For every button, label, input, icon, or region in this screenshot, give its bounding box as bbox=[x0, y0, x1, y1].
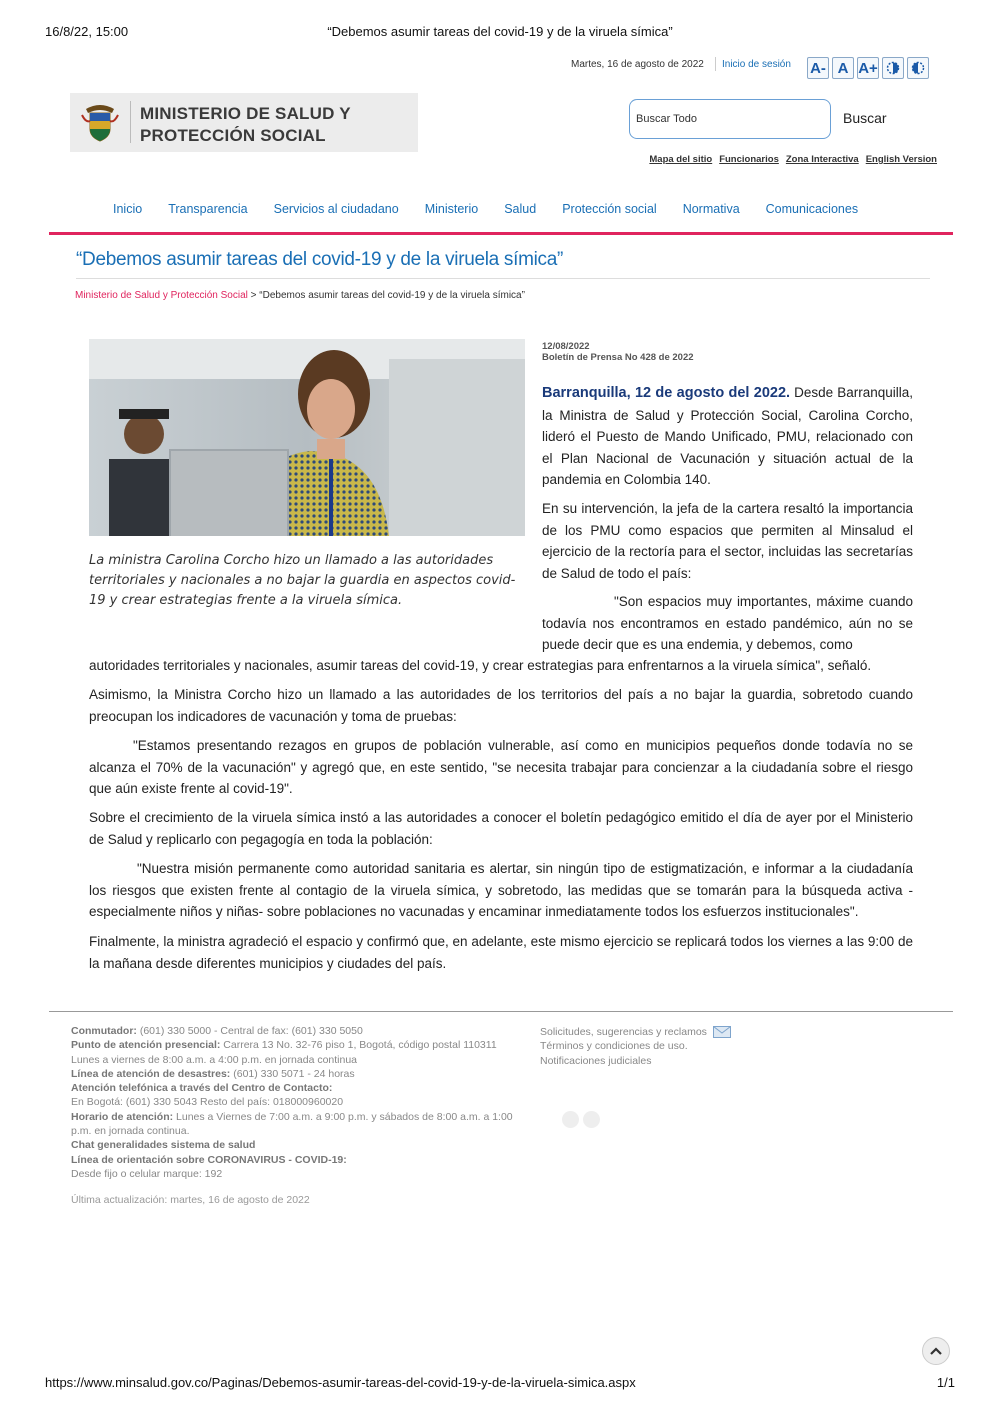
chat-link[interactable]: Chat generalidades sistema de salud bbox=[71, 1139, 256, 1152]
login-link[interactable]: Inicio de sesión bbox=[722, 59, 791, 70]
nav-item-salud[interactable]: Salud bbox=[504, 202, 537, 216]
footer-value: Carrera 13 No. 32-76 piso 1, Bogotá, código postal 110311 bbox=[220, 1039, 497, 1052]
footer-label: Atención telefónica a través del Centro de Contacto: bbox=[71, 1082, 333, 1095]
nav-item-ministerio[interactable]: Ministerio bbox=[424, 202, 479, 216]
article-photo bbox=[89, 339, 525, 536]
article-lead-dateline: Barranquilla, 12 de agosto del 2022. bbox=[542, 385, 791, 401]
terms-link[interactable]: Términos y condiciones de uso. bbox=[540, 1040, 688, 1053]
contrast-icon[interactable] bbox=[882, 57, 904, 79]
accessibility-controls bbox=[807, 57, 929, 79]
article-quote-start: "Son espacios muy importantes, máxime cuando todavía nos encontramos en estado pandémico, aún no se puede decir que es una endemia, y debemos, como bbox=[542, 594, 913, 652]
article-lead bbox=[542, 382, 913, 491]
article-quote: "Estamos presentando rezagos en grupos de población vulnerable, así como en municipios pequeños donde todavía no se alcanza el 70% de la vacunación" y agregó que, en este sentido, "se necesita trabajar para concienzar a la ciudadanía sobre el riesgo que aún existe frente al covid-19". bbox=[89, 738, 913, 796]
article-photo-image bbox=[89, 339, 525, 536]
footer-label: Conmutador: bbox=[71, 1025, 137, 1037]
nav-item-servicios[interactable]: Servicios al ciudadano bbox=[273, 202, 399, 216]
footer-label: Punto de atención presencial: bbox=[71, 1039, 221, 1052]
photo-caption: La ministra Carolina Corcho hizo un llamado a las autoridades territoriales y nacionales a no bajar la guardia en aspectos covid-19 y crear estrategias frente a la viruela símica. bbox=[89, 553, 516, 608]
article-paragraph: En su intervención, la jefa de la cartera resaltó la importancia de los PMU como espacios que permiten al Minsalud el ejercicio de la rectoría para el sector, incluidas las secretarías de Salud de todo el país: bbox=[542, 501, 913, 581]
logo-divider bbox=[130, 101, 131, 143]
footer-value: Desde fijo o celular marque: 192 bbox=[71, 1167, 223, 1180]
staff-link[interactable]: Funcionarios bbox=[719, 154, 779, 165]
search-input[interactable] bbox=[629, 99, 831, 139]
breadcrumb-root-link[interactable]: Ministerio de Salud y Protección Social bbox=[75, 290, 248, 301]
print-doc-title: “Debemos asumir tareas del covid-19 y de la viruela símica” bbox=[327, 24, 673, 39]
nav-accent-line bbox=[49, 232, 953, 235]
nav-item-transparencia[interactable]: Transparencia bbox=[168, 202, 248, 216]
footer-value: Lunes a Viernes de 7:00 a.m. a 9:00 p.m. y sábados de 8:00 a.m. a 1:00 p.m. en jornada continua. bbox=[71, 1110, 513, 1138]
page-title: “Debemos asumir tareas del covid-19 y de la viruela símica” bbox=[76, 249, 564, 270]
quick-links bbox=[649, 154, 937, 165]
main-nav bbox=[113, 202, 858, 216]
chevron-up-icon bbox=[930, 1347, 942, 1355]
coat-of-arms-icon bbox=[80, 99, 120, 143]
ministry-name bbox=[140, 103, 351, 147]
print-page-number: 1/1 bbox=[936, 1375, 955, 1390]
footer-value: En Bogotá: (601) 330 5043 Resto del país: 018000960020 bbox=[71, 1096, 344, 1109]
divider bbox=[715, 57, 716, 71]
footer-label: Horario de atención: bbox=[71, 1110, 174, 1123]
print-header bbox=[45, 24, 955, 42]
footer-links bbox=[540, 1025, 731, 1068]
footer-value: (601) 330 5071 - 24 horas bbox=[230, 1067, 355, 1080]
font-decrease-button[interactable]: A- bbox=[807, 57, 829, 79]
article-paragraph: Asimismo, la Ministra Corcho hizo un llamado a las autoridades de los territorios del país a no bajar la guardia, sobretodo cuando preocupan los indicadores de vacunación y toma de pruebas: bbox=[89, 687, 913, 724]
interactive-zone-link[interactable]: Zona Interactiva bbox=[785, 154, 859, 165]
last-updated: Última actualización: martes, 16 de agosto de 2022 bbox=[71, 1194, 310, 1206]
article-date: 12/08/2022 bbox=[542, 341, 590, 352]
print-footer bbox=[45, 1375, 955, 1393]
article-quote: "Nuestra misión permanente como autoridad sanitaria es alertar, sin ningún tipo de estigmatización, e informar a la ciudadanía los riesgos que existen frente al contagio de la viruela símica, y sobretodo, las medidas que se tomarán para la búsqueda activa -especialmente niños y niñas- sobre poblaciones no vacunadas y encaminar inmediatamente todos los esfuerzos institucionales". bbox=[89, 861, 913, 919]
footer-value: (601) 330 5000 - Central de fax: (601) 330 5050 bbox=[136, 1025, 363, 1037]
article-paragraph: Sobre el crecimiento de la viruela símica instó a las autoridades a conocer el boletín pedagógico emitido el día de ayer por el Ministerio de Salud y replicarlo con pegagogía en toda la población: bbox=[89, 810, 913, 847]
english-version-link[interactable]: English Version bbox=[865, 154, 937, 165]
footer-label: Línea de orientación sobre CORONAVIRUS - COVID-19: bbox=[71, 1153, 347, 1166]
font-normal-button[interactable]: A bbox=[832, 57, 854, 79]
judicial-notifications-link[interactable]: Notificaciones judiciales bbox=[540, 1054, 652, 1067]
high-contrast-icon[interactable] bbox=[907, 57, 929, 79]
footer-label: Línea de atención de desastres: bbox=[71, 1067, 231, 1080]
facebook-icon[interactable] bbox=[562, 1111, 579, 1128]
nav-item-proteccion-social[interactable]: Protección social bbox=[562, 202, 657, 216]
print-url: https://www.minsalud.gov.co/Paginas/Debemos-asumir-tareas-del-covid-19-y-de-la-viruela-simica.aspx bbox=[45, 1375, 636, 1390]
back-to-top-button[interactable] bbox=[922, 1337, 950, 1365]
pqr-link[interactable] bbox=[540, 1025, 731, 1039]
nav-item-comunicaciones[interactable]: Comunicaciones bbox=[765, 202, 859, 216]
article-paragraph: Finalmente, la ministra agradeció el espacio y confirmó que, en adelante, este mismo ejercicio se replicará todos los viernes a las 9:00 de la mañana desde diferentes municipios y ciudades del país. bbox=[89, 934, 913, 971]
pqr-link-label: Solicitudes, sugerencias y reclamos bbox=[540, 1026, 707, 1038]
ministry-name-line2: PROTECCIÓN SOCIAL bbox=[140, 126, 326, 145]
search-button[interactable]: Buscar bbox=[843, 110, 887, 126]
top-bar bbox=[540, 57, 940, 83]
ministry-name-line1: MINISTERIO DE SALUD Y bbox=[140, 104, 351, 123]
nav-item-normativa[interactable]: Normativa bbox=[682, 202, 740, 216]
ministry-logo[interactable] bbox=[70, 93, 418, 152]
footer-divider bbox=[49, 1011, 953, 1012]
sitemap-link[interactable]: Mapa del sitio bbox=[649, 154, 713, 165]
current-date: Martes, 16 de agosto de 2022 bbox=[571, 59, 704, 70]
print-datetime: 16/8/22, 15:00 bbox=[45, 24, 129, 39]
article-quote-end: autoridades territoriales y nacionales, asumir tareas del covid-19, y crear estrategias para enfrentarnos a la viruela símica", señaló. bbox=[89, 658, 872, 673]
mail-icon bbox=[713, 1026, 731, 1038]
breadcrumb bbox=[75, 290, 525, 301]
footer-value: Lunes a viernes de 8:00 a.m. a 4:00 p.m. en jornada continua bbox=[71, 1053, 358, 1066]
twitter-icon[interactable] bbox=[583, 1111, 600, 1128]
nav-item-inicio[interactable]: Inicio bbox=[113, 202, 143, 216]
article-lead-text: Desde Barranquilla, la Ministra de Salud y Protección Social, Carolina Corcho, lideró el Puesto de Mando Unificado, PMU, relacionado con el Plan Nacional de Vacunación y situación actual de la pandemia en Colombia 140. bbox=[542, 385, 913, 487]
social-links bbox=[562, 1111, 600, 1128]
font-increase-button[interactable]: A+ bbox=[857, 57, 879, 79]
footer-contact bbox=[71, 1024, 521, 1181]
breadcrumb-current: “Debemos asumir tareas del covid-19 y de la viruela símica” bbox=[259, 290, 525, 301]
title-divider bbox=[76, 278, 930, 279]
breadcrumb-separator: > bbox=[247, 290, 260, 301]
bulletin-number: Boletín de Prensa No 428 de 2022 bbox=[542, 352, 694, 363]
